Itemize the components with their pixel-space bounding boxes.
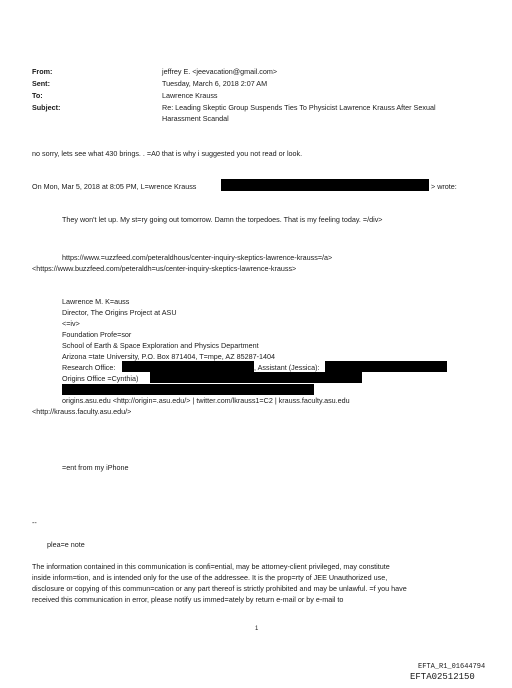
sent-value: Tuesday, March 6, 2018 2:07 AM — [162, 79, 268, 88]
to-value: Lawrence Krauss — [162, 91, 218, 100]
sig-links-2: <http://krauss.faculty.asu.edu/> — [32, 407, 132, 416]
page-number: 1 — [255, 626, 259, 632]
footer-id-1: EFTA_R1_01644794 — [418, 663, 486, 671]
from-value: jeffrey E. <jeevacation@gmail.com> — [162, 67, 278, 76]
subject-label: Subject: — [32, 103, 61, 112]
quote-intro-end: > wrote: — [431, 182, 457, 191]
subject-line-1: Re: Leading Skeptic Group Suspends Ties To Physicist Lawrence Krauss After Sexual — [162, 103, 436, 112]
sent-label: Sent: — [32, 79, 50, 88]
sig-origins-office: Origins Office =Cynthia) — [62, 374, 139, 383]
disclaimer-line-3: disclosure or copying of this commun=cation or any part thereof is strictly prohibited and may be unlawful. =f you have — [32, 584, 407, 593]
sig-research: Research Office: — [62, 363, 116, 372]
dash-separator: -- — [32, 518, 37, 527]
from-label: From: — [32, 67, 53, 76]
disclaimer-line-4: received this communication in error, please notify us immed=ately by return e-mail or by e-mail to — [32, 595, 344, 604]
sig-assistant: , Assistant (Jessica): — [254, 363, 320, 372]
disclaimer-line-2: inside inform=tion, and is intended only for the use of the addressee. It is the prop=rty of JEE Unauthorized use, — [32, 573, 388, 582]
link-1: https://www.=uzzfeed.com/peteraldhous/center-inquiry-skeptics-lawrence-krauss=/a> — [62, 253, 333, 262]
sig-school: School of Earth & Space Exploration and Physics Department — [62, 341, 259, 350]
reply-line: no sorry, lets see what 430 brings. . =A0 that is why i suggested you not read or look. — [32, 149, 303, 158]
sig-links-1: origins.asu.edu <http://origin=.asu.edu/> | twitter.com/lkrauss1=C2 | krauss.faculty.asu.edu — [62, 396, 350, 405]
sig-address: Arizona =tate University, P.O. Box 871404, T=mpe, AZ 85287-1404 — [62, 352, 275, 361]
quote-line: They won't let up. My st=ry going out tomorrow. Damn the torpedoes. That is my feeling today. =/div> — [62, 215, 383, 224]
note-line: plea=e note — [47, 540, 85, 549]
footer-id-2: EFTA02512150 — [410, 672, 475, 682]
sig-prof: Foundation Profe=sor — [62, 330, 132, 339]
redaction-block — [150, 372, 362, 383]
sig-div: <=iv> — [62, 319, 80, 328]
redaction-block — [62, 384, 314, 395]
sig-title: Director, The Origins Project at ASU — [62, 308, 177, 317]
link-2: <https://www.buzzfeed.com/peteraldh=us/center-inquiry-skeptics-lawrence-krauss> — [32, 264, 297, 273]
redaction-block — [325, 361, 447, 372]
disclaimer-line-1: The information contained in this communication is confi=ential, may be attorney-client privileged, may constitute — [32, 562, 390, 571]
sig-name: Lawrence M. K=auss — [62, 297, 130, 306]
to-label: To: — [32, 91, 43, 100]
quote-intro: On Mon, Mar 5, 2018 at 8:05 PM, L=wrence Krauss — [32, 182, 197, 191]
redaction-block — [221, 179, 429, 191]
redaction-block — [122, 361, 254, 372]
subject-line-2: Harassment Scandal — [162, 114, 229, 123]
sent-from-iphone: =ent from my iPhone — [62, 463, 129, 472]
